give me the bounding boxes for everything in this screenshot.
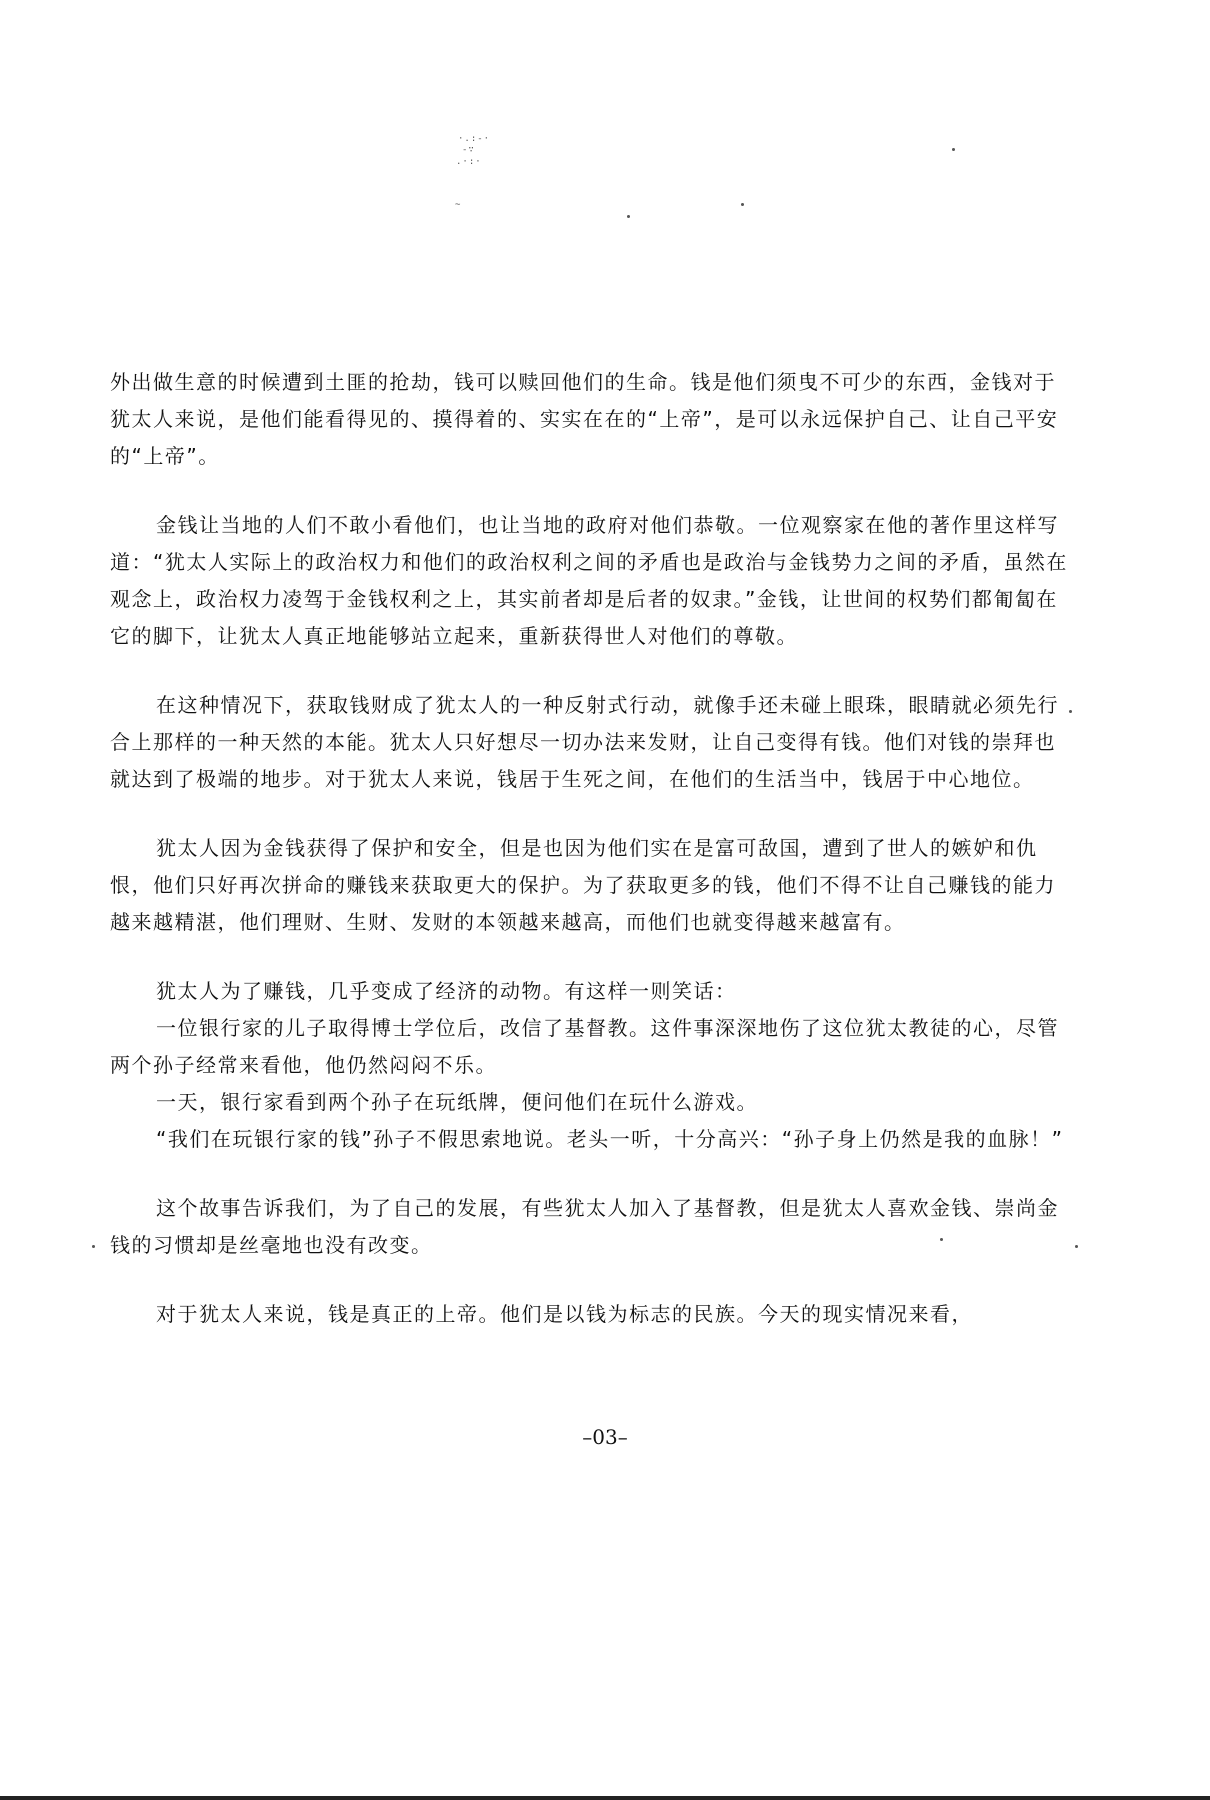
scan-speck: [627, 215, 630, 218]
paragraph: 金钱让当地的人们不敢小看他们，也让当地的政府对他们恭敬。一位观察家在他的著作里这样写道：“犹太人实际上的政治权力和他们的政治权利之间的矛盾也是政治与金钱势力之间的矛盾，虽然在观念上，政治权力凌驾于金钱权利之上，其实前者却是后者的奴隶。”金钱，让世间的权势们都匍匐在它的脚下，让犹太人真正地能够站立起来，重新获得世人对他们的尊敬。: [110, 513, 1068, 648]
scan-speck: ·.:-·: [458, 134, 491, 144]
paragraph-gap: [110, 1264, 1070, 1296]
scan-speck: -∵: [462, 145, 475, 155]
page-number: –03–: [582, 1425, 628, 1449]
scan-bottom-edge: [0, 1796, 1210, 1800]
paragraph: 这个故事告诉我们，为了自己的发展，有些犹太人加入了基督教，但是犹太人喜欢金钱、崇尚金钱的习惯却是丝毫地也没有改变。: [110, 1196, 1059, 1257]
paragraph-gap: [110, 798, 1070, 830]
paragraph: “我们在玩银行家的钱”孙子不假思索地说。老头一听，十分高兴：“孙子身上仍然是我的血脉！”: [156, 1127, 1064, 1151]
scan-speck: ~: [455, 200, 462, 210]
scan-speck: [952, 148, 955, 151]
scan-speck: .·:·: [456, 157, 482, 167]
paragraph: 外出做生意的时候遭到土匪的抢劫，钱可以赎回他们的生命。钱是他们须曳不可少的东西，金钱对于犹太人来说，是他们能看得见的、摸得着的、实实在在的“上帝”，是可以永远保护自己、让自己平安的“上帝”。: [110, 370, 1059, 468]
paragraph: 一位银行家的儿子取得博士学位后，改信了基督教。这件事深深地伤了这位犹太教徒的心，尽管两个孙子经常来看他，他仍然闷闷不乐。: [110, 1016, 1059, 1077]
paragraph-gap: [110, 655, 1070, 687]
paragraph: 犹太人为了赚钱，几乎变成了经济的动物。有这样一则笑话：: [156, 979, 737, 1003]
paragraph: 在这种情况下，获取钱财成了犹太人的一种反射式行动，就像手还未碰上眼珠，眼睛就必须先行合上那样的一种天然的本能。犹太人只好想尽一切办法来发财，让自己变得有钱。他们对钱的崇拜也就达到了极端的地步。对于犹太人来说，钱居于生死之间，在他们的生活当中，钱居于中心地位。: [110, 693, 1059, 791]
paragraph-gap: [110, 475, 1070, 507]
paragraph: 对于犹太人来说，钱是真正的上帝。他们是以钱为标志的民族。今天的现实情况来看，: [156, 1302, 973, 1326]
scan-speck: [741, 203, 744, 206]
paragraph: 一天，银行家看到两个孙子在玩纸牌，便问他们在玩什么游戏。: [156, 1090, 758, 1114]
paragraph-gap: [110, 1158, 1070, 1190]
paragraph-gap: [110, 941, 1070, 973]
paragraph: 犹太人因为金钱获得了保护和安全，但是也因为他们实在是富可敌国，遭到了世人的嫉妒和仇恨，他们只好再次拼命的赚钱来获取更大的保护。为了获取更多的钱，他们不得不让自己赚钱的能力越来越精湛，他们理财、生财、发财的本领越来越高，而他们也就变得越来越富有。: [110, 836, 1056, 934]
scan-speck: [1075, 1245, 1078, 1248]
scan-speck: [92, 1245, 95, 1248]
body-text: [110, 364, 1070, 1333]
